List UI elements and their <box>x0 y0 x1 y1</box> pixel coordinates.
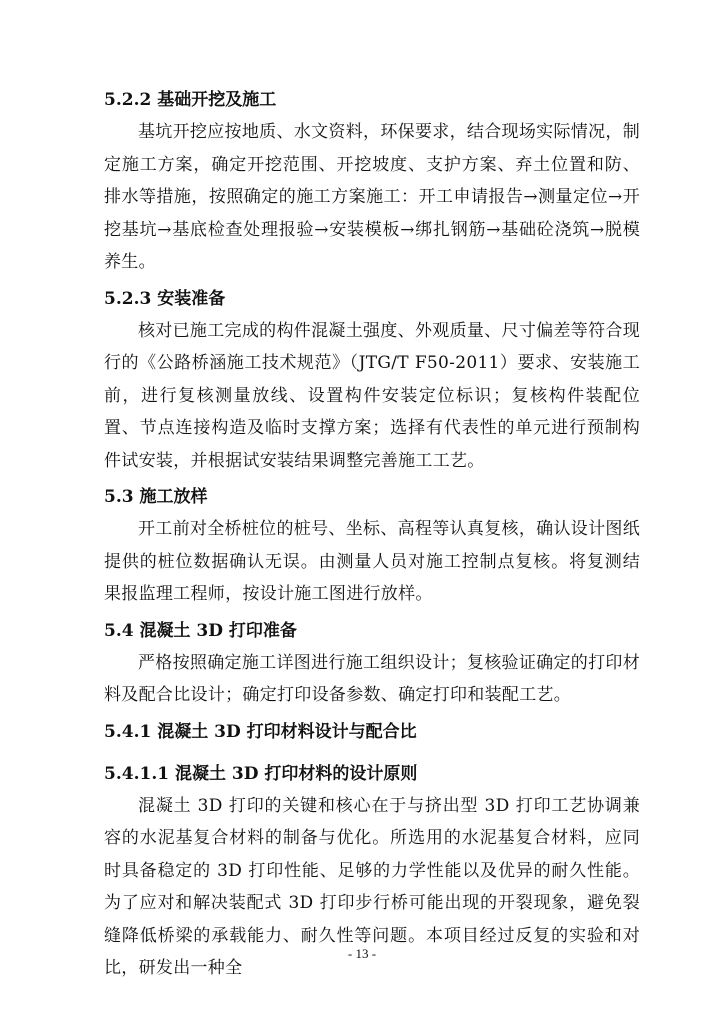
section-paragraph-5-2-3: 核对已施工完成的构件混凝土强度、外观质量、尺寸偏差等符合现行的《公路桥涵施工技术规范》（JTG/T F50-2011）要求、安装施工前，进行复核测量放线、设置构件安装定位标识；复核构件装配位置、节点连接构造及临时支撑方案；选择有代表性的单元进行预制构件试安装，并根据试安装结果调整完善施工工艺。 <box>104 320 640 471</box>
section-heading-5-4: 5.4 混凝土 3D 打印准备 <box>104 620 297 641</box>
section-heading-5-2-2: 5.2.2 基础开挖及施工 <box>104 90 277 110</box>
page-number: - 13 - <box>347 946 377 961</box>
section-paragraph-5-4: 严格按照确定施工详图进行施工组织设计；复核验证确定的打印材料及配合比设计；确定打印设备参数、确定打印和装配工艺。 <box>104 652 640 705</box>
section-heading-5-2-3: 5.2.3 安装准备 <box>104 288 226 309</box>
section-heading-5-4-1: 5.4.1 混凝土 3D 打印材料设计与配合比 <box>104 721 417 742</box>
document-body <box>104 84 640 985</box>
section-paragraph-5-4-1-1: 混凝土 3D 打印的关键和核心在于与挤出型 3D 打印工艺协调兼容的水泥基复合材料的制备与优化。所选用的水泥基复合材料，应同时具备稳定的 3D 打印性能、足够的力学性能以及优异的耐久性能。为了应对和解决装配式 3D 打印步行桥可能出现的开裂现象，避免裂缝降低桥梁的承载能力、耐久性等问题。本项目经过反复的实验和对比，研发出一种全 <box>104 795 640 978</box>
section-heading-5-4-1-1: 5.4.1.1 混凝土 3D 打印材料的设计原则 <box>104 763 418 784</box>
section-heading-5-3: 5.3 施工放样 <box>104 487 208 507</box>
section-paragraph-5-3: 开工前对全桥桩位的桩号、坐标、高程等认真复核，确认设计图纸提供的桩位数据确认无误。由测量人员对施工控制点复核。将复测结果报监理工程师，按设计施工图进行放样。 <box>104 519 640 604</box>
section-paragraph-5-2-2: 基坑开挖应按地质、水文资料，环保要求，结合现场实际情况，制定施工方案，确定开挖范围、开挖坡度、支护方案、弃土位置和防、排水等措施，按照确定的施工方案施工：开工申请报告→测量定位→开挖基坑→基底检查处理报验→安装模板→绑扎钢筋→基础砼浇筑→脱模养生。 <box>104 122 640 272</box>
